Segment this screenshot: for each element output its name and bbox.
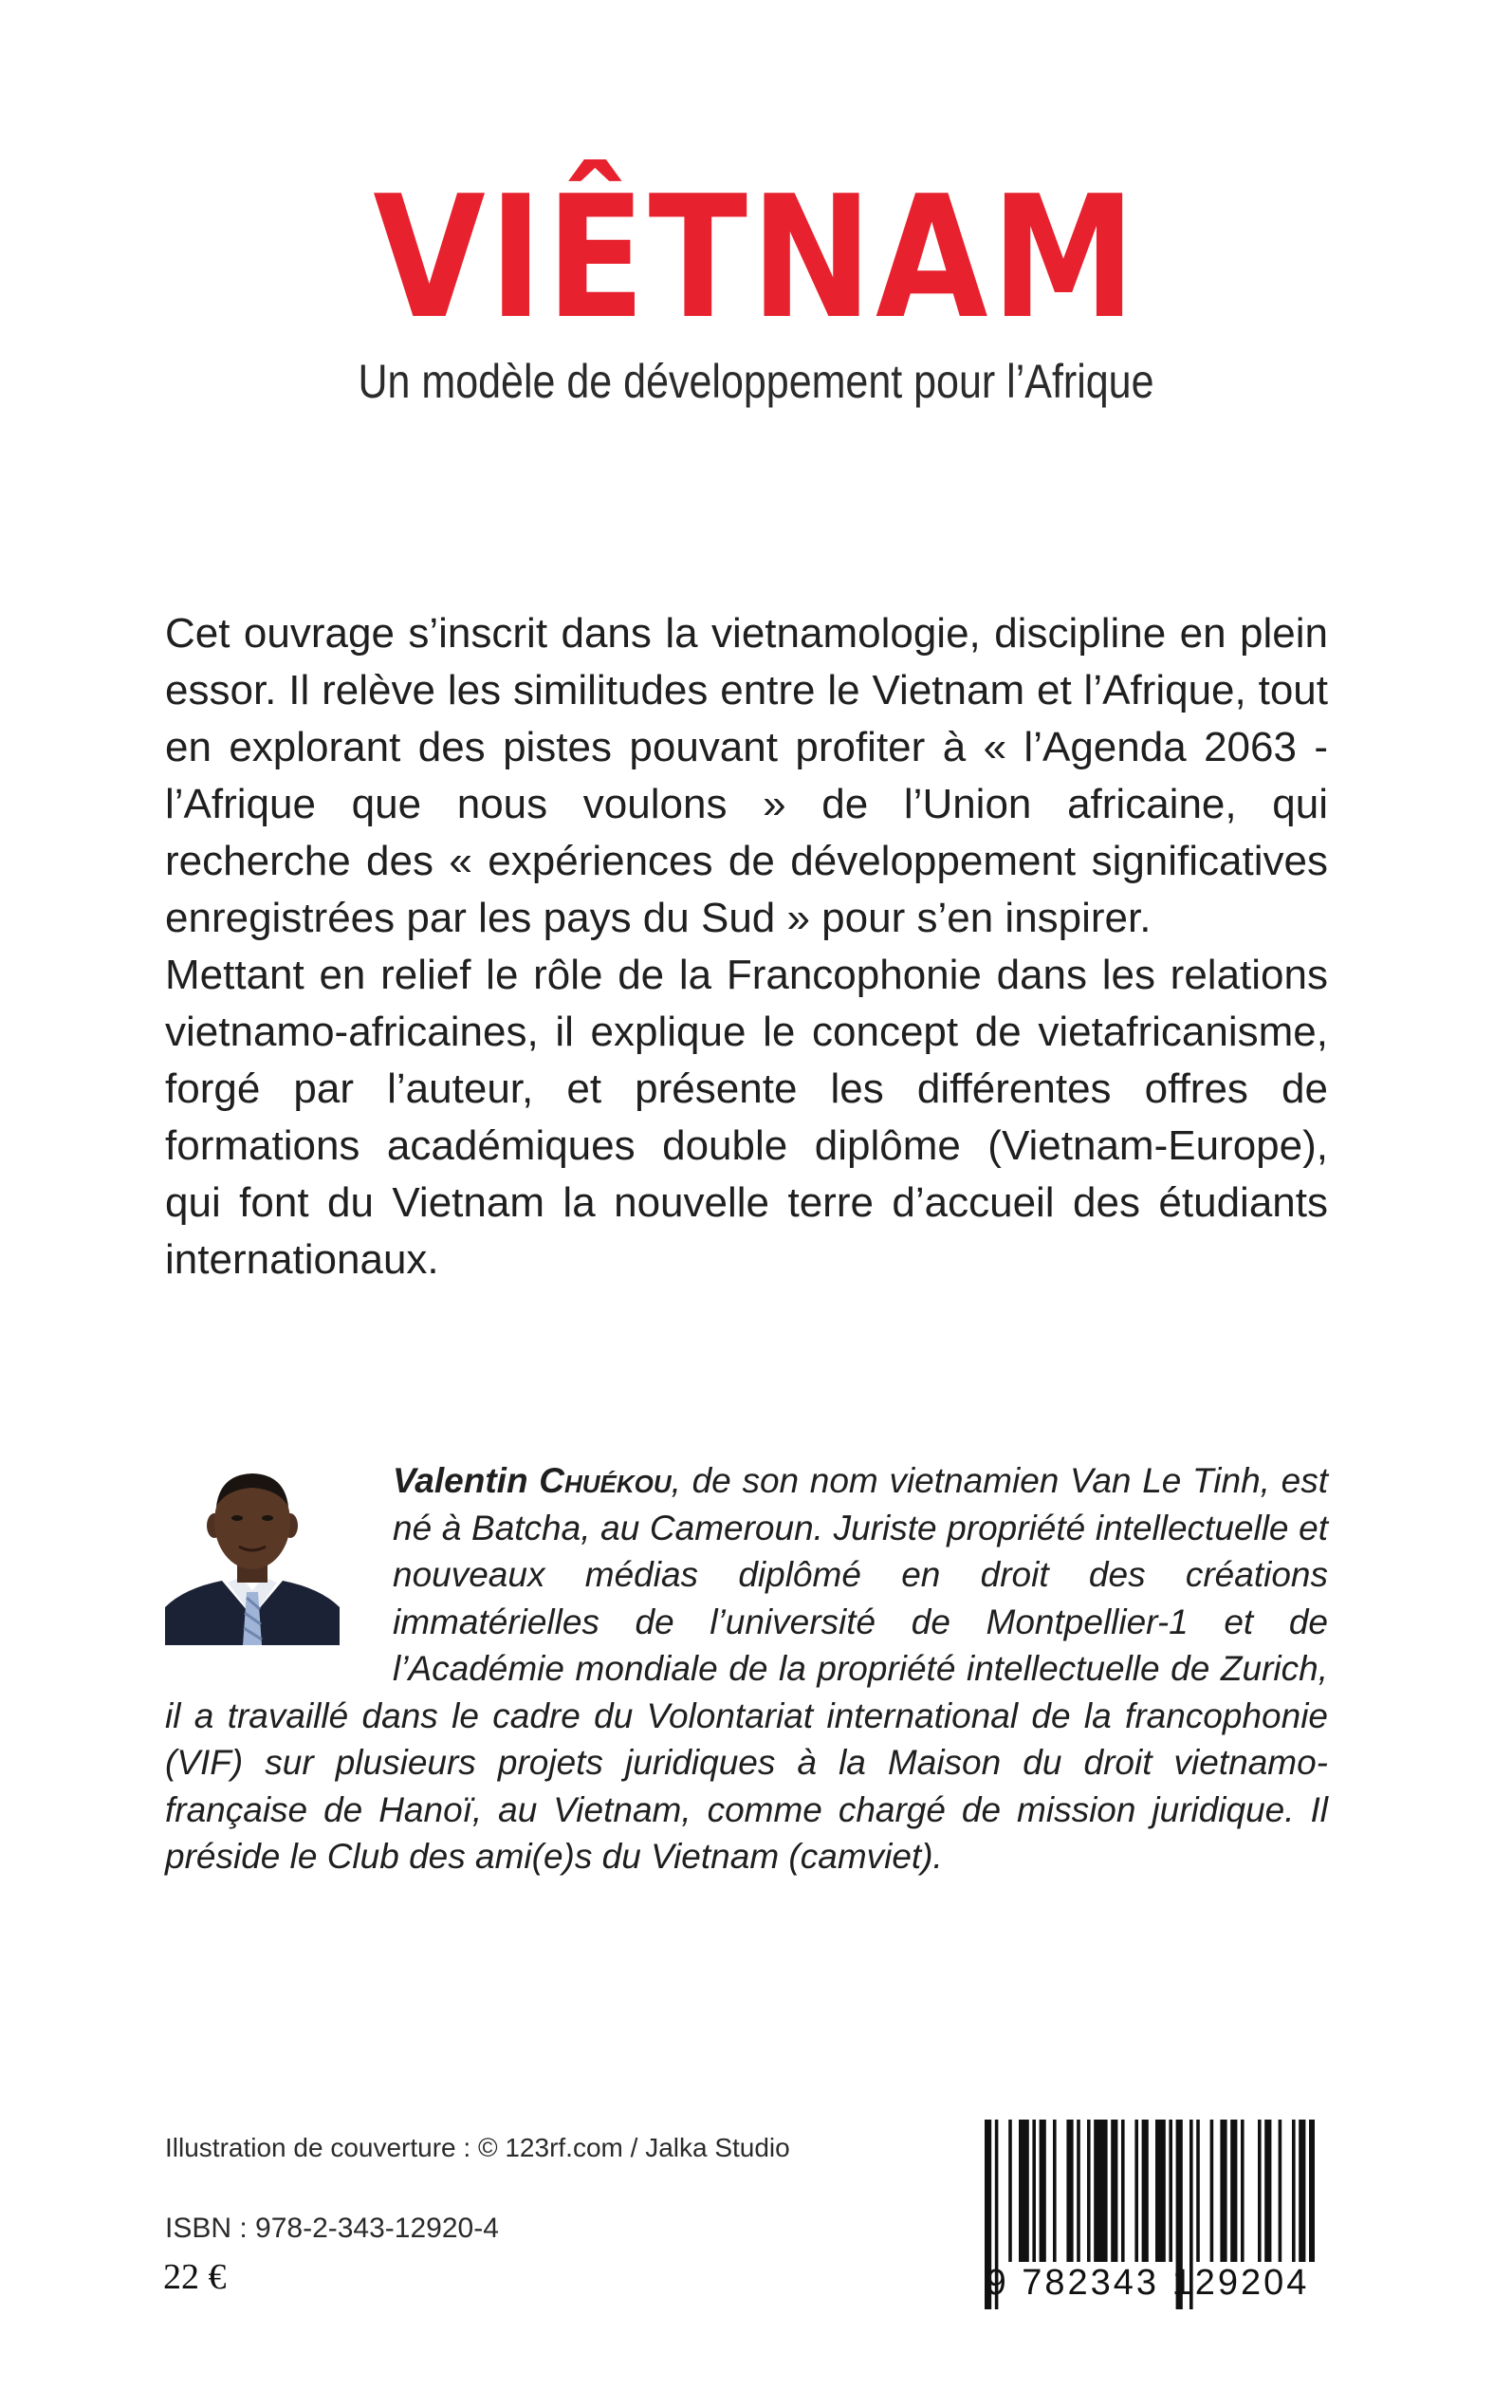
barcode-bar	[1299, 2120, 1305, 2262]
back-cover-blurb	[165, 605, 1328, 1288]
illustration-credit: Illustration de couverture : © 123rf.com / Jalka Studio	[165, 2133, 790, 2162]
price: 22 €	[163, 2257, 227, 2297]
author-first-name: Valentin	[393, 1461, 528, 1500]
barcode-bar	[1264, 2120, 1271, 2262]
barcode-bar	[1220, 2120, 1226, 2262]
book-title: VIÊTNAM	[373, 159, 1139, 356]
barcode-bar	[1169, 2120, 1172, 2262]
barcode-bar	[1053, 2120, 1057, 2262]
barcode-bar	[1040, 2120, 1046, 2262]
blurb-paragraph: Cet ouvrage s’inscrit dans la vietnamologie, discipline en plein essor. Il relève les similitudes entre le Vietnam et l’Afrique, tout en explorant des pistes pouvant profiter à « l’Agenda 2063 - l’Afrique que nous voulons » de l’Union africaine, qui recherche des « expériences de développement significatives enregistrées par les pays du Sud » pour s’en inspirer.	[165, 610, 1328, 941]
barcode-bar	[1292, 2120, 1296, 2262]
barcode-bar	[1094, 2120, 1107, 2262]
barcode-bar	[1032, 2120, 1036, 2262]
barcode-bar	[1230, 2120, 1237, 2262]
barcode-bar	[1008, 2120, 1012, 2262]
author-last-name: Chuékou	[539, 1461, 672, 1500]
barcode-bar	[1121, 2120, 1125, 2262]
isbn: ISBN : 978-2-343-12920-4	[165, 2213, 499, 2244]
barcode-bar	[1066, 2120, 1073, 2262]
barcode-bar	[1279, 2120, 1282, 2262]
author-bio-abbr: (VIF)	[165, 1743, 244, 1782]
barcode-bar	[1142, 2120, 1149, 2262]
barcode-digits: 9 782343 129204	[986, 2263, 1310, 2303]
barcode-bar	[1258, 2120, 1262, 2262]
barcode-bar	[1111, 2120, 1117, 2262]
barcode-bar	[1077, 2120, 1080, 2262]
author-bio	[165, 1457, 1328, 1880]
barcode-bar	[1087, 2120, 1091, 2262]
blurb-paragraph: Mettant en relief le rôle de la Francophonie dans les relations vietnamo-africaines, il explique le concept de vietafricanisme, forgé par l’auteur, et présente les différentes offres de formations académiques double diplôme (Vietnam-Europe), qui font du Vietnam la nouvelle terre d’accueil des étudiants internationaux.	[165, 952, 1328, 1283]
barcode-bar	[1210, 2120, 1214, 2262]
barcode-bar	[1134, 2120, 1138, 2262]
barcode-bar	[1196, 2120, 1200, 2262]
photo-spacer	[165, 1457, 393, 1685]
book-subtitle: Un modèle de développement pour l’Afrique	[358, 355, 1154, 408]
barcode-bar	[1155, 2120, 1166, 2262]
author-bio-text: , de son nom vietnamien Van Le Tinh, est né à Batcha, au Cameroun. Juriste propriété intellectuelle et nouveaux médias diplômé en droit des créations immatérielles de l’université de Montpellier-1 et de l’Académie mondiale de la propriété intellectuelle de Zurich, il a travaillé dans le cadre du Volontariat international de la francophonie	[165, 1461, 1329, 1735]
barcode-bar	[1309, 2120, 1315, 2262]
author-bio-text-end: sur plusieurs projets juridiques à la Maison du droit vietnamo-française de Hanoï, au Vietnam, comme chargé de mission juridique. Il préside le Club des ami(e)s du Vietnam (camviet).	[165, 1743, 1328, 1876]
barcode-bar	[1241, 2120, 1245, 2262]
barcode-bar	[1019, 2120, 1029, 2262]
